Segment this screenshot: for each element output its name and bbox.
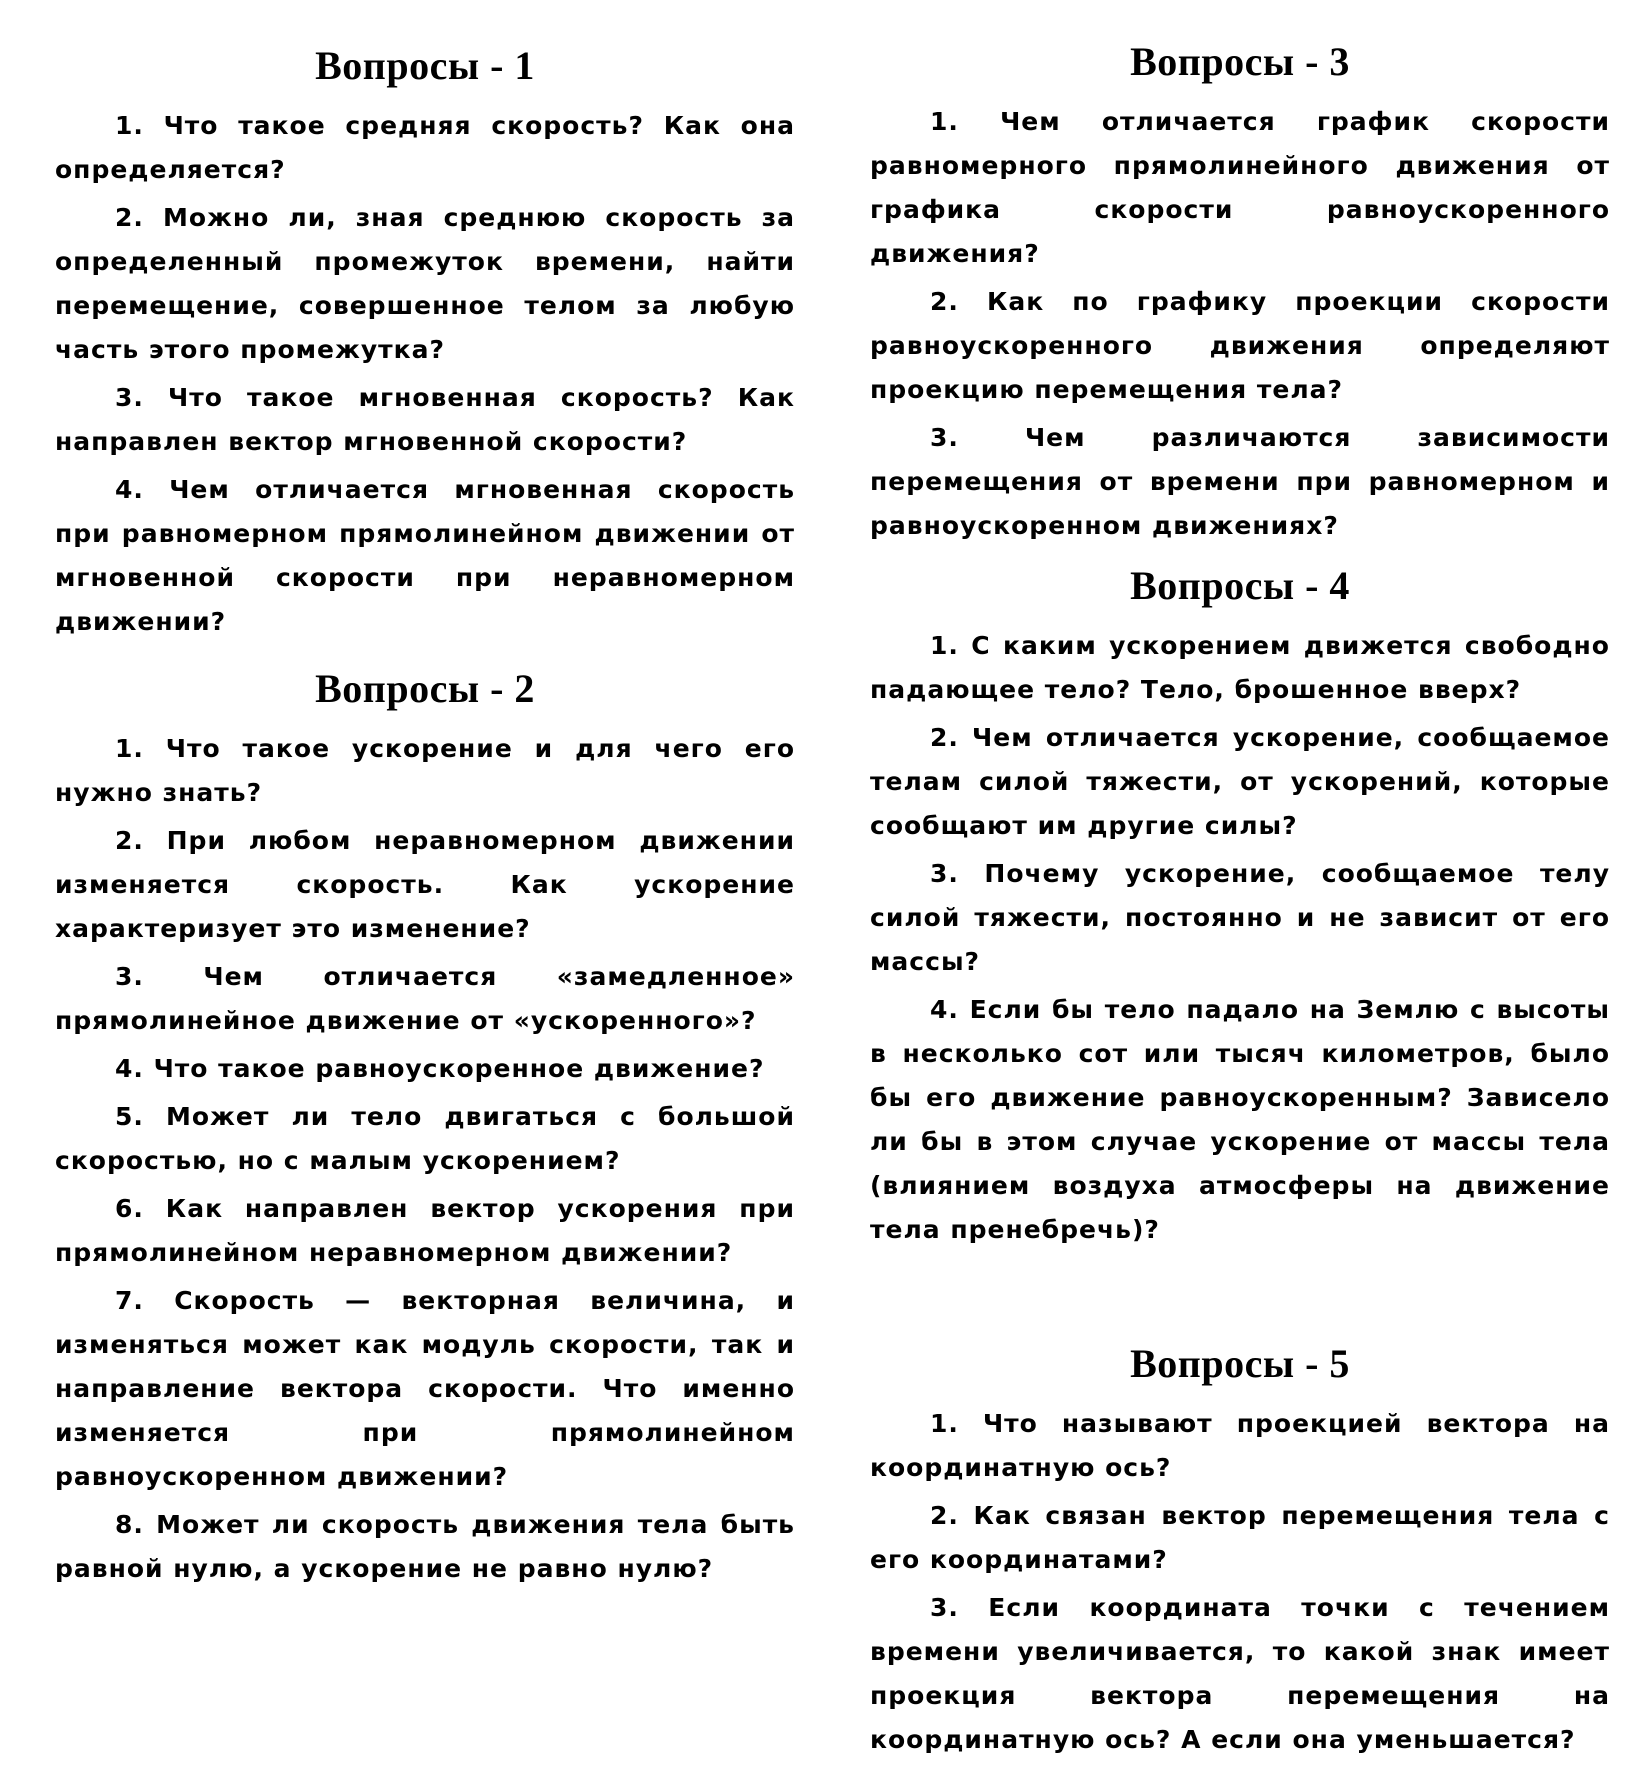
question-item: 3. Чем различаются зависимости перемещения от времени при равномерном и равноускоренном движениях?: [870, 423, 1610, 540]
question-item: 3. Чем отличается «замедленное» прямолинейное движение от «ускоренного»?: [55, 962, 795, 1035]
question-item: 2. Чем отличается ускорение, сообщаемое телам силой тяжести, от ускорений, которые сообщают им другие силы?: [870, 723, 1610, 840]
question-item: 3. Почему ускорение, сообщаемое телу силой тяжести, постоянно и не зависит от его массы?: [870, 859, 1610, 976]
section-title: Вопросы - 5: [1130, 1341, 1350, 1386]
question-item: 6. Как направлен вектор ускорения при прямолинейном неравномерном движении?: [55, 1194, 795, 1267]
section-title: Вопросы - 4: [1130, 563, 1350, 608]
question-item: 5. Может ли тело двигаться с большой скоростью, но с малым ускорением?: [55, 1102, 795, 1175]
question-item: 4. Если бы тело падало на Землю с высоты в несколько сот или тысяч километров, было бы его движение равноускоренным? Зависело ли бы в этом случае ускорение от массы тела (влиянием воздуха атмосферы на движение тела пренебречь)?: [870, 995, 1610, 1244]
section-questions-5: [870, 1340, 1610, 1766]
question-item: 2. При любом неравномерном движении изменяется скорость. Как ускорение характеризует это изменение?: [55, 826, 795, 943]
question-item: 1. С каким ускорением движется свободно падающее тело? Тело, брошенное вверх?: [870, 631, 1610, 704]
section-questions-1: [55, 42, 795, 648]
question-item: 3. Если координата точки с течением времени увеличивается, то какой знак имеет проекция вектора перемещения на координатную ось? А если она уменьшается?: [870, 1593, 1610, 1754]
section-questions-3: [870, 38, 1610, 552]
question-item: 1. Что такое средняя скорость? Как она определяется?: [55, 111, 795, 184]
section-title: Вопросы - 2: [315, 666, 535, 711]
question-item: 8. Может ли скорость движения тела быть равной нулю, а ускорение не равно нулю?: [55, 1510, 795, 1583]
question-item: 1. Что называют проекцией вектора на координатную ось?: [870, 1409, 1610, 1482]
section-questions-2: [55, 665, 795, 1595]
question-item: 3. Что такое мгновенная скорость? Как направлен вектор мгновенной скорости?: [55, 383, 795, 456]
section-title: Вопросы - 3: [1130, 39, 1350, 84]
question-item: 2. Как по графику проекции скорости равноускоренного движения определяют проекцию перемещения тела?: [870, 287, 1610, 404]
question-item: 1. Чем отличается график скорости равномерного прямолинейного движения от графика скорости равноускоренного движения?: [870, 107, 1610, 268]
question-item: 1. Что такое ускорение и для чего его нужно знать?: [55, 734, 795, 807]
question-item: 4. Чем отличается мгновенная скорость при равномерном прямолинейном движении от мгновенной скорости при неравномерном движении?: [55, 475, 795, 636]
question-item: 7. Скорость — векторная величина, и изменяться может как модуль скорости, так и направление вектора скорости. Что именно изменяется при прямолинейном равноускоренном движении?: [55, 1286, 795, 1491]
section-title: Вопросы - 1: [315, 43, 535, 88]
question-item: 2. Как связан вектор перемещения тела с его координатами?: [870, 1501, 1610, 1574]
question-item: 2. Можно ли, зная среднюю скорость за определенный промежуток времени, найти перемещение, совершенное телом за любую часть этого промежутка?: [55, 203, 795, 364]
section-questions-4: [870, 562, 1610, 1256]
question-item: 4. Что такое равноускоренное движение?: [115, 1054, 765, 1083]
